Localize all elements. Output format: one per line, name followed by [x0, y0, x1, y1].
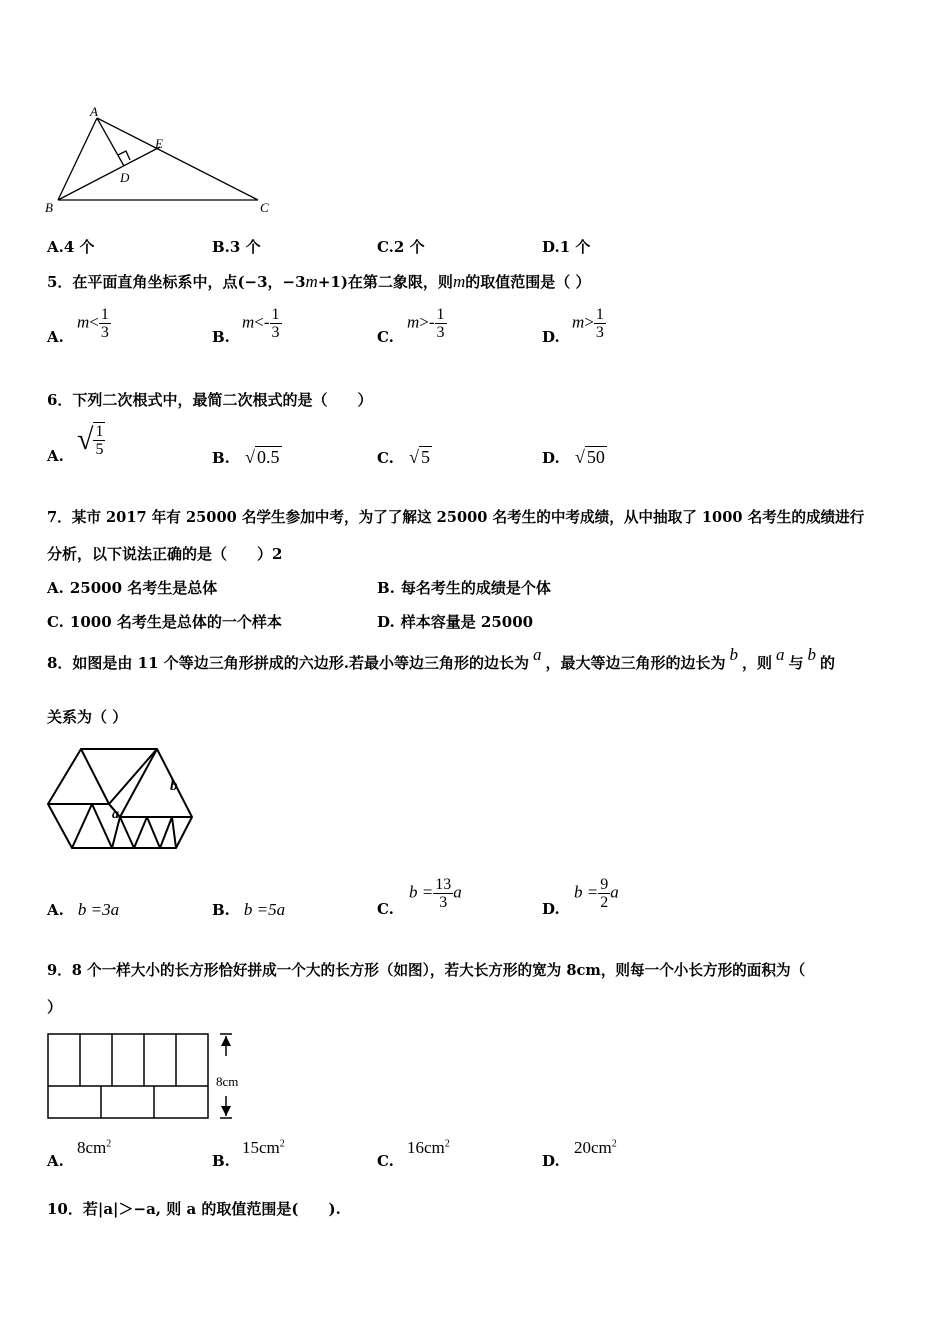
- q9-stem-line2: ）: [47, 998, 63, 1016]
- q7-option-a[interactable]: A. 25000 名考生是总体: [47, 579, 218, 597]
- q4-option-a[interactable]: A.4 个: [47, 238, 95, 256]
- q7-stem-line2: 分析，以下说法正确的是（ ）2: [47, 545, 283, 563]
- q9-stem-line1: 9．8 个一样大小的长方形恰好拼成一个大的长方形（如图），若大长方形的宽为 8cm，则每一个小长方形的面积为（: [47, 962, 806, 979]
- q4-option-d[interactable]: D.1 个: [542, 238, 591, 256]
- q7-option-c[interactable]: C. 1000 名考生是总体的一个样本: [47, 613, 282, 631]
- q6-option-d[interactable]: D. √ 50: [542, 447, 605, 467]
- q7-stem-line1: 7．某市 2017 年有 25000 名学生参加中考，为了了解这 25000 名考生的中考成绩，从中抽取了 1000 名考生的成绩进行: [47, 509, 865, 526]
- triangle-figure: [40, 104, 280, 219]
- vertex-label-c: C: [260, 200, 269, 215]
- q5-option-b[interactable]: B. m<- $\frac{1}{3}$: [212, 306, 280, 346]
- hexagon-label-b: b: [170, 778, 178, 794]
- q5-option-d[interactable]: D. m> $\frac{1}{3}$: [542, 306, 604, 346]
- q6-option-a[interactable]: A. √ $\frac{1}{5}$: [47, 423, 104, 465]
- q9-option-c[interactable]: C. $16cm^2$: [377, 1138, 450, 1170]
- q8-stem-line1: 8．如图是由 11 个等边三角形拼成的六边形.若最小等边三角形的边长为 a ，最大等边三角形的边长为 b ，则 a 与 b 的: [47, 645, 836, 672]
- q8-option-c[interactable]: C. b = $\frac{13}{3}$ a: [377, 876, 462, 918]
- width-label: 8cm: [216, 1074, 239, 1089]
- q8-option-d[interactable]: D. b = $\frac{9}{2}$ a: [542, 876, 619, 918]
- q9-option-d[interactable]: D. $20cm^2$: [542, 1138, 617, 1170]
- q5-option-a[interactable]: A. m< $\frac{1}{3}$: [47, 306, 109, 346]
- q9-option-b[interactable]: B. $15cm^2$: [212, 1138, 285, 1170]
- hexagon-figure: [44, 745, 194, 855]
- vertex-label-e: E: [155, 136, 163, 151]
- hexagon-label-a: a: [112, 807, 119, 822]
- vertex-label-d: D: [120, 170, 130, 185]
- q10-stem: 10．若|a|＞−a, 则 a 的取值范围是( ).: [47, 1200, 341, 1218]
- q6-option-b[interactable]: B. √ 0.5: [212, 447, 280, 467]
- q8-stem-line2: 关系为（ ）: [47, 708, 128, 726]
- q7-option-d[interactable]: D. 样本容量是 25000: [377, 613, 534, 631]
- q8-option-a[interactable]: A. b =3a: [47, 900, 120, 919]
- q4-option-c[interactable]: C.2 个: [377, 238, 425, 256]
- rectangle-figure: [46, 1030, 266, 1122]
- q6-stem: 6．下列二次根式中，最简二次根式的是（ ）: [47, 391, 373, 409]
- vertex-label-b: B: [45, 200, 53, 215]
- vertex-label-a: A: [90, 104, 98, 119]
- q6-option-c[interactable]: C. √ 5: [377, 447, 431, 467]
- q5-option-c[interactable]: C. m>- $\frac{1}{3}$: [377, 306, 445, 346]
- q8-option-b[interactable]: B. b =5a: [212, 900, 286, 919]
- q9-option-a[interactable]: A. $8cm^2$: [47, 1138, 112, 1170]
- q5-stem: 5．在平面直角坐标系中，点(−3，−3m+1)在第二象限，则m的取值范围是（ ）: [47, 272, 591, 291]
- q7-option-b[interactable]: B. 每名考生的成绩是个体: [377, 579, 551, 597]
- q4-option-b[interactable]: B.3 个: [212, 238, 261, 256]
